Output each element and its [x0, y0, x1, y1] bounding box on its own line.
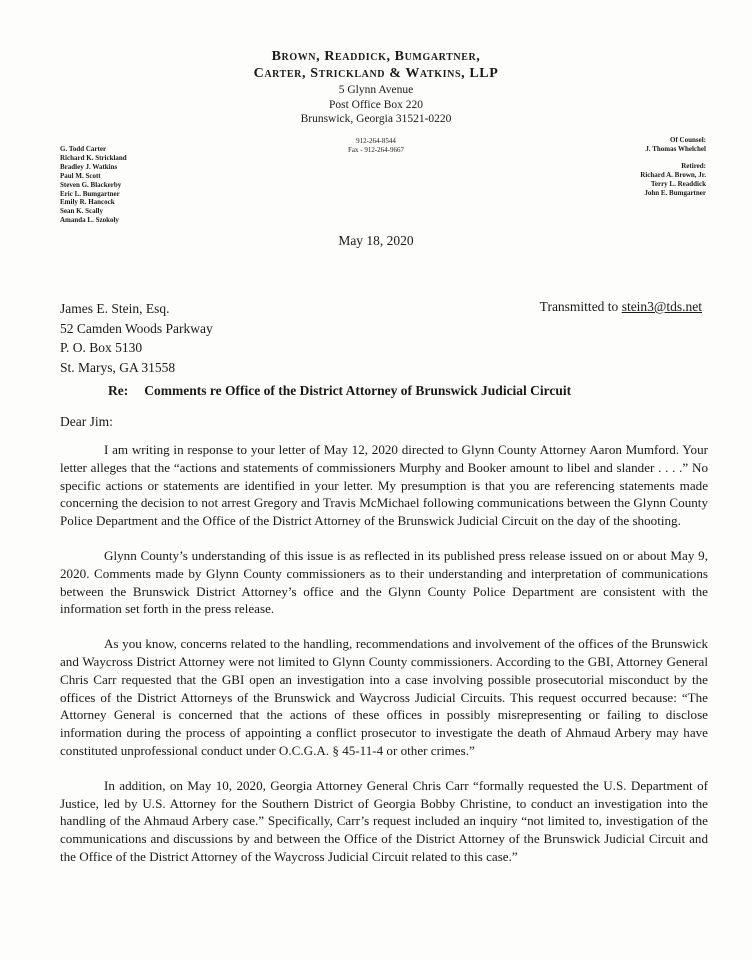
body-paragraph: I am writing in response to your letter of May 12, 2020 directed to Glynn County Attorney Aaron Mumford. Your letter alleges that the “actions and statements of commissioners Murphy and Booker amount to libel and slander . . . .” No specific actions or statements are identified in your letter. My presumption is that you are referencing statements made concerning the decision to not arrest Gregory and Travis McMichael following communications between the Glynn County Police Department and the Office of the District Attorney of the Brunswick Judicial Circuit on the day of the shooting.	[60, 442, 708, 529]
re-label: Re:	[108, 383, 129, 398]
recipient-address	[60, 299, 213, 377]
subject-line	[108, 383, 571, 399]
firm-name-line1: Brown, Readdick, Bumgartner,	[271, 49, 481, 64]
retired-label: Retired:	[681, 161, 706, 170]
retired-name: Richard A. Brown, Jr.	[640, 170, 706, 179]
body-paragraph: In addition, on May 10, 2020, Georgia Attorney General Chris Carr “formally requested the U.S. Department of Justice, led by U.S. Attorney for the Southern District of Georgia Bobby Christine, to conduct an investigation into the handling of the Ahmaud Arbery case.” Specifically, Carr’s request included an inquiry “not limited to, investigation of the communications and discussions by and between the Office of the District Attorney of the Brunswick Judicial Circuit and the Office of the District Attorney of the Waycross Judicial Circuit related to this case.”	[60, 777, 708, 864]
recipient-city: St. Marys, GA 31558	[60, 359, 176, 375]
recipient-po-box: P. O. Box 5130	[60, 340, 143, 355]
re-subject: Comments re Office of the District Attorney of Brunswick Judicial Circuit	[144, 383, 572, 398]
of-counsel-label: Of Counsel:	[670, 136, 706, 144]
firm-name-line2: Carter, Strickland & Watkins, LLP	[253, 66, 499, 81]
partner-name: Amanda L. Szokoly	[60, 216, 119, 225]
recipient-email-link[interactable]: stein3@tds.net	[621, 299, 702, 314]
partner-name: Eric L. Bumgartner	[60, 189, 120, 198]
recipient-street: 52 Camden Woods Parkway	[60, 320, 213, 336]
retired-name: John E. Bumgartner	[644, 188, 706, 197]
partners-list	[60, 145, 127, 225]
firm-fax: Fax - 912-264-9667	[348, 146, 404, 154]
partner-name: Steven G. Blackerby	[60, 180, 122, 189]
letter-date: May 18, 2020	[338, 233, 414, 248]
salutation: Dear Jim:	[60, 414, 113, 429]
partner-name: Emily R. Hancock	[60, 198, 115, 207]
recipient-name: James E. Stein, Esq.	[60, 301, 170, 316]
address-street: 5 Glynn Avenue	[338, 84, 414, 96]
address-city: Brunswick, Georgia 31521-0220	[300, 113, 452, 125]
retired-name: Terry L. Readdick	[650, 179, 706, 188]
partner-name: Richard K. Strickland	[60, 153, 127, 162]
body-paragraph: As you know, concerns related to the handling, recommendations and involvement of the offices of the Brunswick and Waycross District Attorney were not limited to Glynn County commissioners. According to the GBI, Attorney General Chris Carr requested that the GBI open an investigation into a case involving possible prosecutorial misconduct by the offices of the District Attorneys of the Brunswick and Waycross Judicial Circuits. This request occurred because: “The Attorney General is concerned that the actions of these offices in possibly misrepresenting or failing to disclose information during the process of appointing a conflict prosecutor to investigate the death of Ahmaud Arbery may have constituted unprofessional conduct under O.C.G.A. § 45-11-4 or other crimes.”	[60, 636, 708, 758]
letter-body	[60, 441, 708, 883]
address-po-box: Post Office Box 220	[328, 98, 424, 111]
transmitted-line	[540, 299, 702, 315]
body-paragraph: Glynn County’s understanding of this issue is as reflected in its published press release issued on or about May 9, 2020. Comments made by Glynn County commissioners as to their understanding and interpretation of communications between the Brunswick District Attorney’s office and the Glynn County Police Department are consistent with the information set forth in the press release.	[60, 547, 708, 617]
partner-name: Bradley J. Watkins	[60, 162, 118, 171]
transmitted-label: Transmitted to	[539, 299, 622, 314]
counsel-list	[640, 136, 706, 197]
firm-address	[0, 83, 752, 127]
letterhead	[0, 48, 752, 127]
partner-name: Sean K. Scally	[60, 207, 103, 216]
partner-name: G. Todd Carter	[60, 145, 107, 153]
partner-name: Paul M. Scott	[60, 171, 101, 180]
firm-phone: 912-264-8544	[356, 137, 396, 145]
of-counsel-name: J. Thomas Whelchel	[645, 144, 706, 153]
